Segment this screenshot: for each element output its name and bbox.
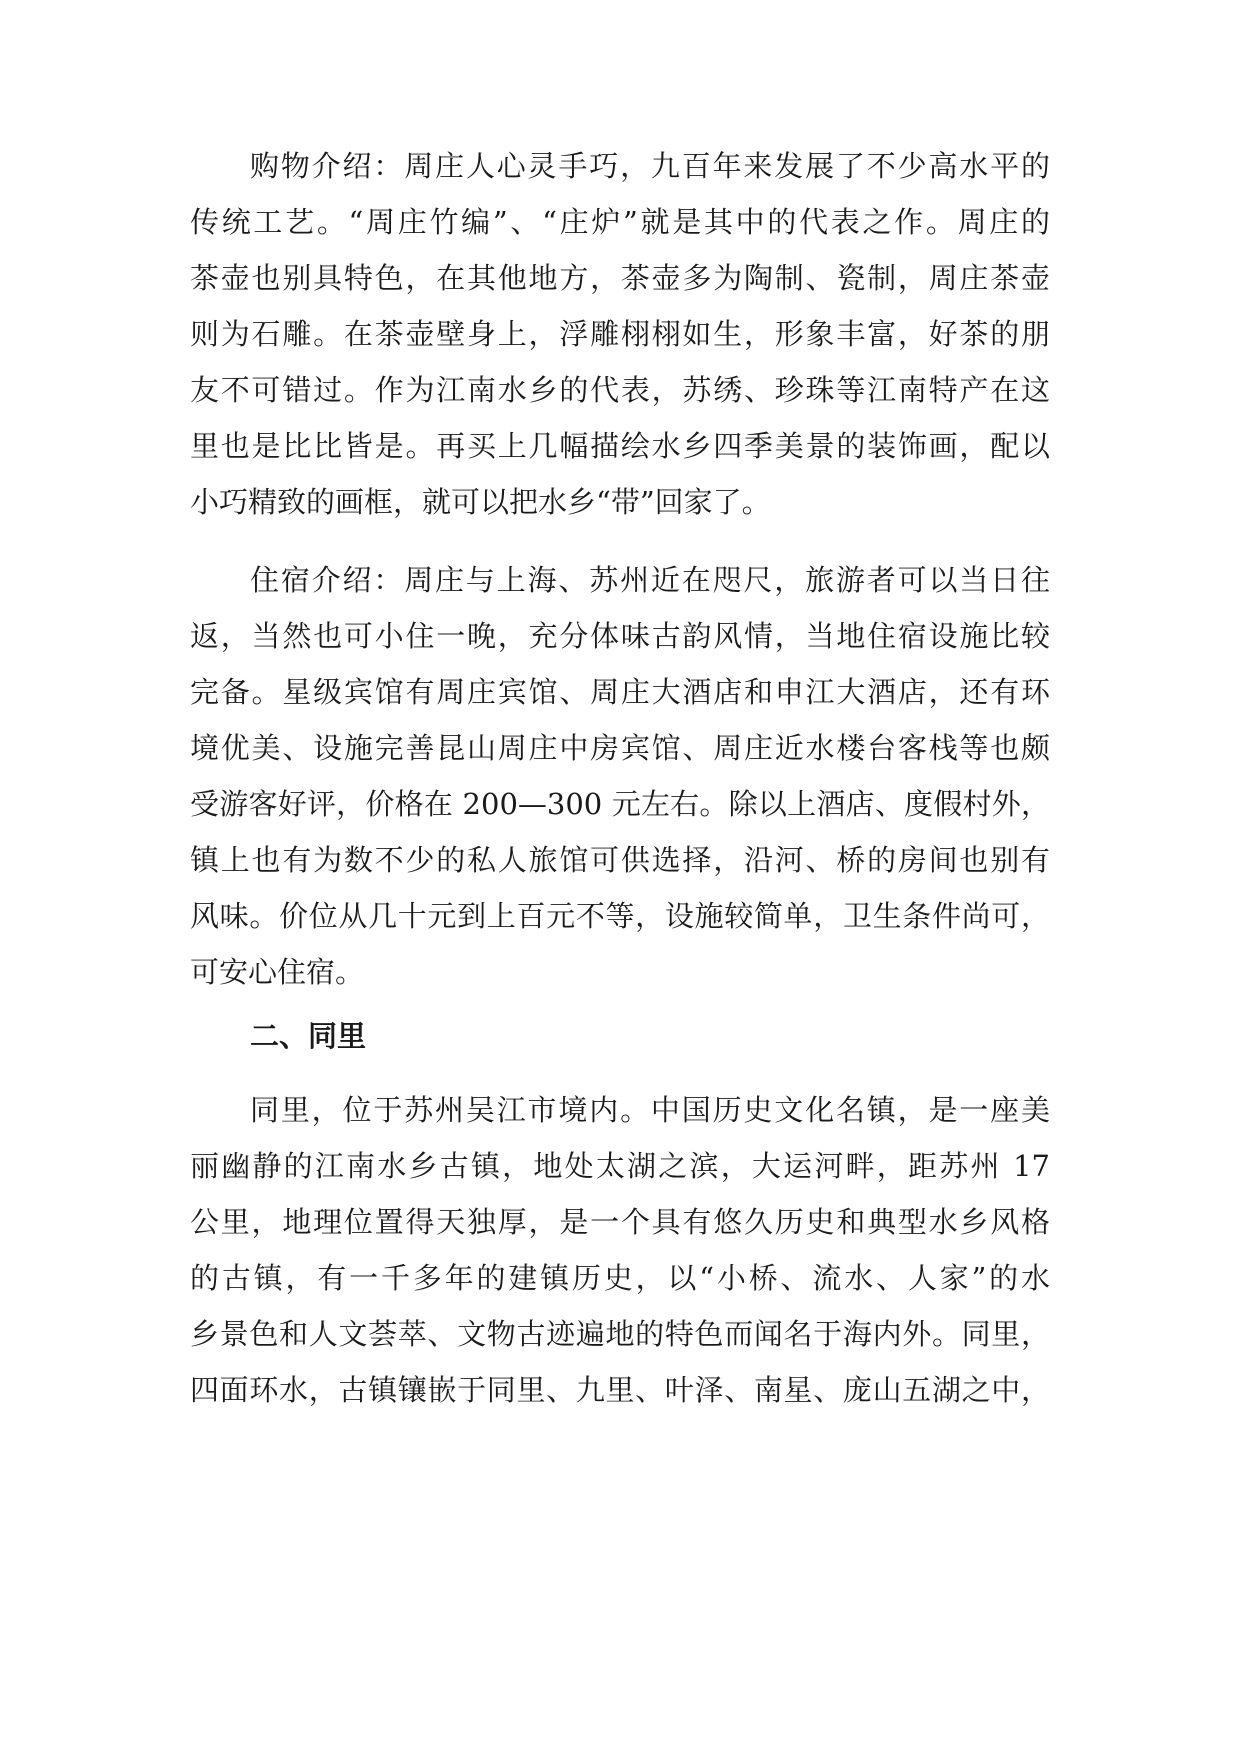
section-heading: 二、同里 xyxy=(250,1019,367,1053)
paragraph-line: 受游客好评，价格在 200—300 元左右。除以上酒店、度假村外， xyxy=(190,787,1050,821)
paragraph-line: 可安心住宿。 xyxy=(190,955,365,989)
paragraph-line: 购物介绍：周庄人心灵手巧，九百年来发展了不少高水平的 xyxy=(250,149,1050,183)
paragraph-line: 镇上也有为数不少的私人旅馆可供选择，沿河、桥的房间也别有 xyxy=(190,843,1050,877)
paragraph-line: 传统工艺。“周庄竹编”、“庄炉”就是其中的代表之作。周庄的 xyxy=(190,205,1050,239)
paragraph-line: 里也是比比皆是。再买上几幅描绘水乡四季美景的装饰画，配以 xyxy=(190,429,1050,463)
paragraph-line: 的古镇，有一千多年的建镇历史，以“小桥、流水、人家”的水 xyxy=(190,1261,1050,1295)
paragraph-line: 则为石雕。在茶壶壁身上，浮雕栩栩如生，形象丰富，好茶的朋 xyxy=(190,317,1050,351)
paragraph-line: 风味。价位从几十元到上百元不等，设施较简单，卫生条件尚可， xyxy=(190,899,1050,933)
paragraph-line: 友不可错过。作为江南水乡的代表，苏绣、珍珠等江南特产在这 xyxy=(190,373,1050,407)
paragraph-line: 完备。星级宾馆有周庄宾馆、周庄大酒店和申江大酒店，还有环 xyxy=(190,675,1050,709)
paragraph-line: 四面环水，古镇镶嵌于同里、九里、叶泽、南星、庞山五湖之中， xyxy=(190,1373,1050,1407)
paragraph-line: 公里，地理位置得天独厚，是一个具有悠久历史和典型水乡风格 xyxy=(190,1205,1050,1239)
paragraph-line: 茶壶也别具特色，在其他地方，茶壶多为陶制、瓷制，周庄茶壶 xyxy=(190,261,1050,295)
paragraph-line: 返，当然也可小住一晚，充分体味古韵风情，当地住宿设施比较 xyxy=(190,619,1050,653)
paragraph-line: 乡景色和人文荟萃、文物古迹遍地的特色而闻名于海内外。同里， xyxy=(190,1317,1050,1351)
paragraph-line: 境优美、设施完善昆山周庄中房宾馆、周庄近水楼台客栈等也颇 xyxy=(190,731,1050,765)
paragraph-line: 小巧精致的画框，就可以把水乡“带”回家了。 xyxy=(190,485,771,519)
paragraph-line: 住宿介绍：周庄与上海、苏州近在咫尺，旅游者可以当日往 xyxy=(250,563,1050,597)
paragraph-line: 丽幽静的江南水乡古镇，地处太湖之滨，大运河畔，距苏州 17 xyxy=(190,1149,1050,1183)
paragraph-line: 同里，位于苏州吴江市境内。中国历史文化名镇，是一座美 xyxy=(250,1093,1050,1127)
